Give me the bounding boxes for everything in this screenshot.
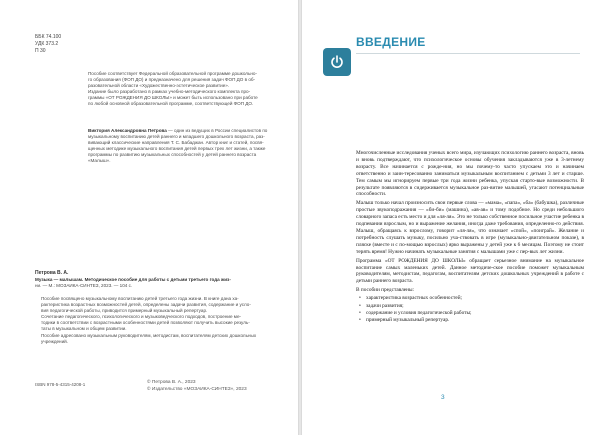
bio-line: программы по развитию музыкальных способностей у детей раннего возраста [88,152,257,158]
copyright-block [147,380,247,393]
abstract-line: Пособие посвящено музыкальному воспитанию детей третьего года жизни. В книге дана ха- [41,296,239,301]
catalog-title-bold: Музыка — малышам. Методическое пособие для работы с детьми третьего года жиз- [35,277,231,282]
page-number: 3 [441,394,445,401]
list-item: • примерный музыкальный репертуар. [366,317,584,324]
abstract-line: Сочетание педагогического, психологического и музыковедческого подходов, построение ме- [41,314,242,320]
abstract-line: тодики в соответствии с возрастными особенностями детей позволяют получить высокие резуль- [41,320,250,326]
heading-divider [356,53,580,54]
pub-note-line: граммы «ОТ РОЖДЕНИЯ ДО ШКОЛЫ» и может быть использовано при работе [88,95,258,101]
contents-list [356,295,584,324]
list-intro: В пособии представлены: [356,287,414,294]
publication-note [88,71,278,108]
isbn: ISBN 978-5-4315-4208-1 [35,382,86,387]
pub-note-line: Пособие соответствует Федеральной образовательной программе дошкольно- [88,71,257,76]
abstract-line: рактеристика возрастных возможностей детей, определены задачи развития, содержание и усло- [41,302,251,308]
bio-author-name: Виктория Александровна Петрова [88,128,167,133]
author-bio [88,128,278,165]
pub-note-line: Издание было разработано в рамках учебно-методического комплекта про- [88,89,251,95]
catalog-title-rest: ни. — М.: МОЗАИКА-СИНТЕЗ, 2023. — 104 с. [35,283,133,289]
catalog-entry [35,270,285,289]
body-paragraph: Программа «ОТ РОЖДЕНИЯ ДО ШКОЛЫ» обращает серьезное внимание на музыкальное воспитание самых маленьких детей. Данное методиче-ское пособие поможет музыкальным руководителям, методистам, педагогам, воспитателям детских дошкольных учреждений в работе с детьми раннего возраста. [356,257,584,285]
abstract-line: таты в музыкальном и общем развитии. [41,326,127,332]
catalog-author: Петрова В. А. [35,270,69,276]
list-item: • характеристика возрастных особенностей; [366,295,584,302]
list-item: • задачи развития; [366,303,584,310]
chapter-heading: ВВЕДЕНИЕ [356,35,426,49]
classification-codes [35,34,61,55]
list-item: • содержание и условия педагогической работы; [366,310,584,317]
body-paragraph: Многочисленные исследования ученых всего мира, изучающих психологию раннего возраста, вновь и вновь подтверждают, что психологическое основы обучения закладываются уже в 3-летнему возрасту. Все начинается с рожде-ния, но мы почему-то часто упускаем это и начинаем ответственно и заин-тересованно заниматься музыкальным воспитанием с детьми 3 лет и старше. Тем самым мы игнорируем первые три года жизни ребенка, упуская старто-вые возможности. В результате появляются в сидерживается музыкальное раз-витие малышей, угасают потенциальные способности. [356,150,584,198]
power-icon [323,48,351,76]
copyright-author: © Петрова В. А., 2023 [147,380,196,385]
power-icon-glyph [329,54,345,70]
udk-code: УДК 373.2 [35,41,59,47]
abstract-line: Пособие адресовано музыкальным руководителям, методистам, воспитателям детских дошкольных [41,332,257,338]
pub-note-line: разовательной области «Художественно-эстетическое развитие». [88,83,230,89]
abstract-line: вия педагогической работы, приводится примерный музыкальный репертуар. [41,308,208,314]
left-page [0,0,298,435]
bio-line: музыкальному воспитанию детей раннего и младшего дошкольного возраста, раз- [88,134,265,140]
bio-line: «Малыш». [88,158,111,164]
bio-line: вивающий классические направления Т. С. Бабаджан. Автор книг и статей, посвя- [88,140,264,146]
author-mark: П 30 [35,48,46,54]
pub-note-line: го образования (ФОП ДО) и предназначено для решения задач ФОП ДО в об- [88,77,256,83]
body-paragraph: Малыш только начал произносить свои первые слова — «мама», «папа», «ба» (бабушка), различные простые звукоподражания — «би-би» (машина), «ав-ав» и тому подобное. Но среди небольшого словарного запаса есть место и для «ля-ля». Это не только собственное посильное участие ребенка в подпевании взрослым, но и выражение желания, иногда даже требования, определенно-го действия. Малыш, обращаясь к взрослому, говорит «ля-ля», что означает «спой», «поиграй». Желание и потребность слушать музыку, посильно уча-ствовать в игре (музыкально-двигательном показе), в пляске (вместе и с по-мощью взрослых) ярко выражены у детей уже к 6 месяцам. Поэтому не стоит терять время! Нужно начинать музыкальные занятия с малышами уже с пер-вых лет жизни. [356,200,584,255]
copyright-publisher: © Издательство «МОЗАИКА-СИНТЕЗ», 2023 [147,386,247,392]
pub-note-line: по любой основной образовательной программе, соответствующей ФОП ДО. [88,101,254,107]
bbk-code: ББК 74.100 [35,34,62,40]
bio-line: щенных методике музыкального воспитания детей первых трех лет жизни, а также [88,146,266,152]
bio-line: — один из ведущих в России специалистов по [166,128,268,133]
chapter-body [356,150,584,325]
abstract [35,296,280,345]
abstract-line: учреждений. [41,338,69,344]
